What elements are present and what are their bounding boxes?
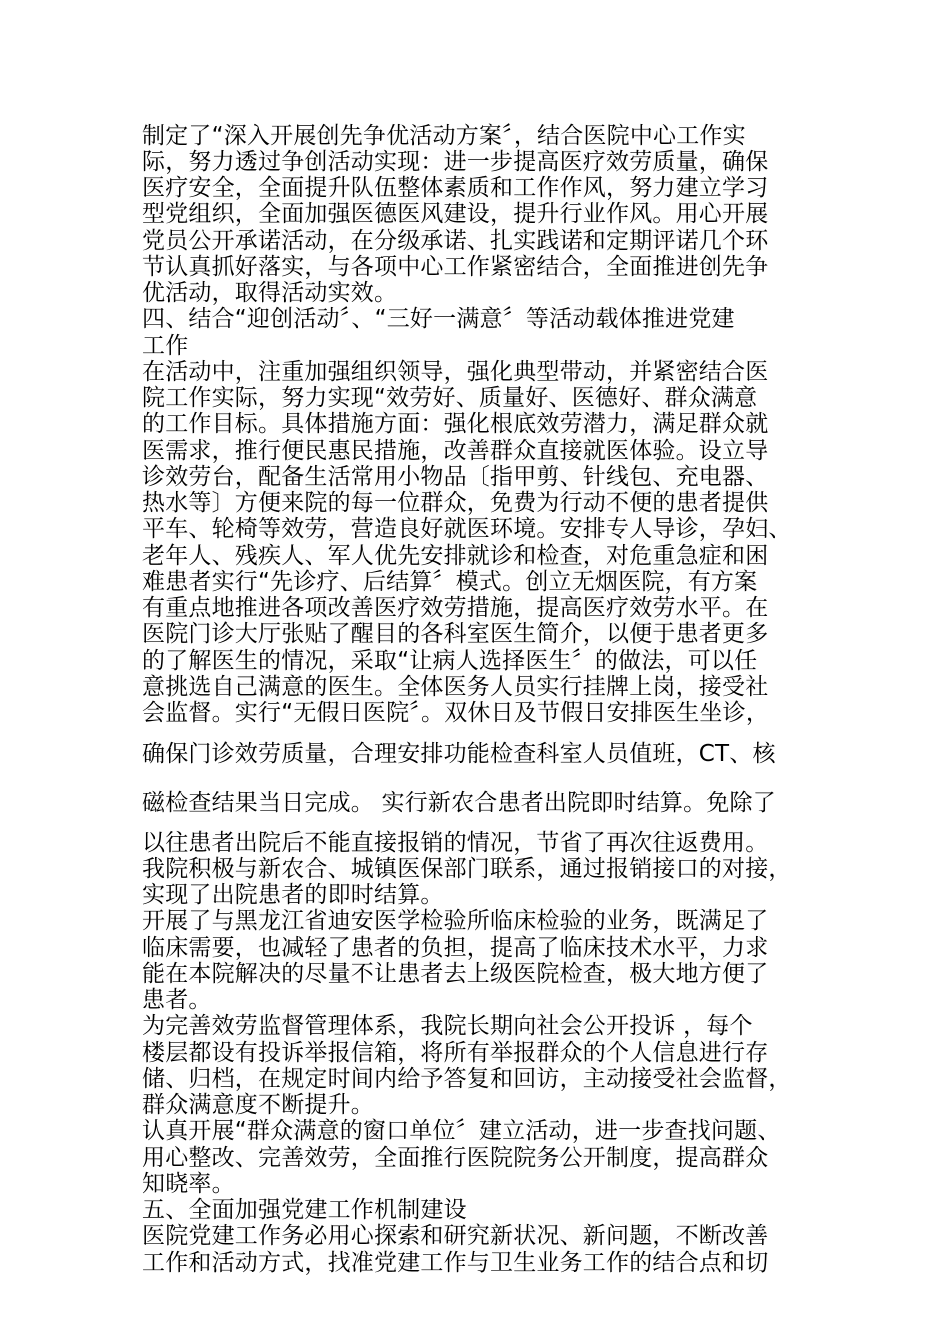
text-line: 为完善效劳监督管理体系，我院长期向社会公开投诉 ，每个	[142, 1013, 753, 1039]
text-line: 型党组织，全面加强医德医风建设，提升行业作风。用心开展	[142, 201, 769, 227]
text-line: 党员公开承诺活动，在分级承诺、扎实践诺和定期评诺几个环	[142, 228, 769, 254]
text-line: 有重点地推进各项改善医疗效劳措施，提高医疗效劳水平。在	[142, 595, 769, 621]
text-line: 的工作目标。具体措施方面：强化根底效劳潜力，满足群众就	[142, 411, 769, 437]
text-line: 能在本院解决的尽量不让患者去上级医院检查，极大地方便了	[142, 961, 769, 987]
text-line: 实现了出院患者的即时结算。	[142, 882, 444, 908]
text-line: 的了解医生的情况，采取“让病人选择医生〞的做法，可以任	[142, 648, 758, 674]
text-line: 难患者实行“先诊疗、后结算〞模式。创立无烟医院，有方案	[142, 569, 758, 595]
text-line: 医院党建工作务必用心探索和研究新状况、新问题，不断改善	[142, 1223, 769, 1249]
text-line: 确保门诊效劳质量，合理安排功能检查科室人员值班，CT、核	[142, 741, 776, 767]
text-line: 用心整改、完善效劳，全面推行医院院务公开制度，提高群众	[142, 1145, 769, 1171]
text-line: 认真开展“群众满意的窗口单位〞建立活动，进一步查找问题、	[142, 1118, 781, 1144]
text-line: 群众满意度不断提升。	[142, 1092, 374, 1118]
text-line: 平车、轮椅等效劳，营造良好就医环境。安排专人导诊，孕妇、	[142, 516, 792, 542]
text-line: 在活动中，注重加强组织领导，强化典型带动，并紧密结合医	[142, 359, 769, 385]
text-line: 临床需要，也减轻了患者的负担，提高了临床技术水平，力求	[142, 935, 769, 961]
text-line: 医院门诊大厅张贴了醒目的各科室医生简介，以便于患者更多	[142, 621, 769, 647]
text-line: 优活动，取得活动实效。	[142, 280, 398, 306]
text-line: 患者。	[142, 987, 212, 1013]
text-line: 际，努力透过争创活动实现：进一步提高医疗效劳质量，确保	[142, 149, 769, 175]
text-line: 意挑选自己满意的医生。全体医务人员实行挂牌上岗，接受社	[142, 674, 769, 700]
text-line: 诊效劳台，配备生活常用小物品〔指甲剪、针线包、充电器、	[142, 464, 769, 490]
text-line: 开展了与黑龙江省迪安医学检验所临床检验的业务，既满足了	[142, 908, 769, 934]
text-line: 以往患者出院后不能直接报销的情况，节省了再次往返费用。	[142, 830, 769, 856]
section-heading: 五、全面加强党建工作机制建设	[142, 1197, 467, 1223]
section-heading: 四、结合“迎创活动〞、“三好一满意〞等活动载体推进党建	[142, 306, 735, 332]
text-line: 会监督。实行“无假日医院〞。双休日及节假日安排医生坐诊，	[142, 700, 770, 726]
text-line: 磁检查结果当日完成。 实行新农合患者出院即时结算。免除了	[142, 790, 776, 816]
text-line: 制定了“深入开展创先争优活动方案〞，结合医院中心工作实	[142, 123, 746, 149]
text-line: 楼层都设有投诉举报信箱，将所有举报群众的个人信息进行存	[142, 1040, 769, 1066]
text-line: 老年人、残疾人、军人优先安排就诊和检查，对危重急症和困	[142, 543, 769, 569]
text-line: 我院积极与新农合、城镇医保部门联系，通过报销接口的对接，	[142, 856, 792, 882]
text-line: 院工作实际，努力实现“效劳好、质量好、医德好、群众满意	[142, 385, 758, 411]
text-line: 节认真抓好落实，与各项中心工作紧密结合，全面推进创先争	[142, 254, 769, 280]
text-line: 医疗安全，全面提升队伍整体素质和工作作风，努力建立学习	[142, 175, 769, 201]
text-line: 知晓率。	[142, 1171, 235, 1197]
text-line: 热水等〕方便来院的每一位群众，免费为行动不便的患者提供	[142, 490, 769, 516]
section-heading: 工作	[142, 333, 189, 359]
text-line: 储、归档，在规定时间内给予答复和回访，主动接受社会监督，	[142, 1066, 792, 1092]
text-line: 医需求，推行便民惠民措施，改善群众直接就医体验。设立导	[142, 438, 769, 464]
text-line: 工作和活动方式，找准党建工作与卫生业务工作的结合点和切	[142, 1250, 769, 1276]
